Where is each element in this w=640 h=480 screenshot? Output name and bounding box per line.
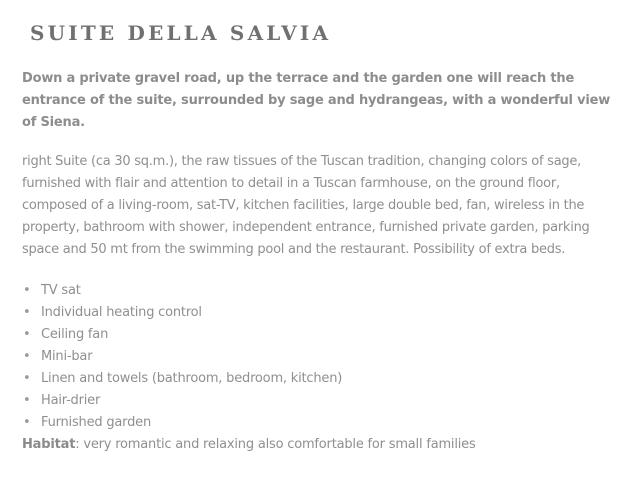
feature-label: Furnished garden xyxy=(41,415,151,430)
list-item xyxy=(22,324,622,346)
suite-description xyxy=(22,0,622,456)
list-item xyxy=(22,280,622,302)
lead-paragraph: Down a private gravel road, up the terrace and the garden one will reach the entrance of the suite, surrounded by sage and hydrangeas, with a wonderful view of Siena. xyxy=(22,71,611,130)
feature-label: TV sat xyxy=(41,283,81,298)
list-item xyxy=(22,368,622,390)
bullet-icon: • xyxy=(23,283,31,298)
bullet-icon: • xyxy=(23,327,31,342)
features-list xyxy=(22,280,622,434)
page-title: SUITE DELLA SALVIA xyxy=(30,21,332,45)
list-item xyxy=(22,390,622,412)
habitat-line xyxy=(22,434,622,456)
bullet-icon: • xyxy=(23,349,31,364)
feature-label: Individual heating control xyxy=(41,305,202,320)
feature-label: Ceiling fan xyxy=(41,327,109,342)
feature-label: Mini-bar xyxy=(41,349,93,364)
bullet-icon: • xyxy=(23,393,31,408)
list-item xyxy=(22,412,622,434)
habitat-text: : very romantic and relaxing also comfortable for small families xyxy=(75,437,476,452)
bullet-icon: • xyxy=(23,371,31,386)
feature-label: Linen and towels (bathroom, bedroom, kitchen) xyxy=(41,371,343,386)
bullet-icon: • xyxy=(23,415,31,430)
list-item xyxy=(22,302,622,324)
description-paragraph: right Suite (ca 30 sq.m.), the raw tissues of the Tuscan tradition, changing colors of sage, furnished with flair and attention to detail in a Tuscan farmhouse, on the ground floor, composed of a living-room, sat-TV, kitchen facilities, large double bed, fan, wireless in the property, bathroom with shower, independent entrance, furnished private garden, parking space and 50 mt from the swimming pool and the restaurant. Possibility of extra beds. xyxy=(22,154,590,257)
habitat-label: Habitat xyxy=(22,437,76,452)
feature-label: Hair-drier xyxy=(41,393,101,408)
list-item xyxy=(22,346,622,368)
bullet-icon: • xyxy=(23,305,31,320)
